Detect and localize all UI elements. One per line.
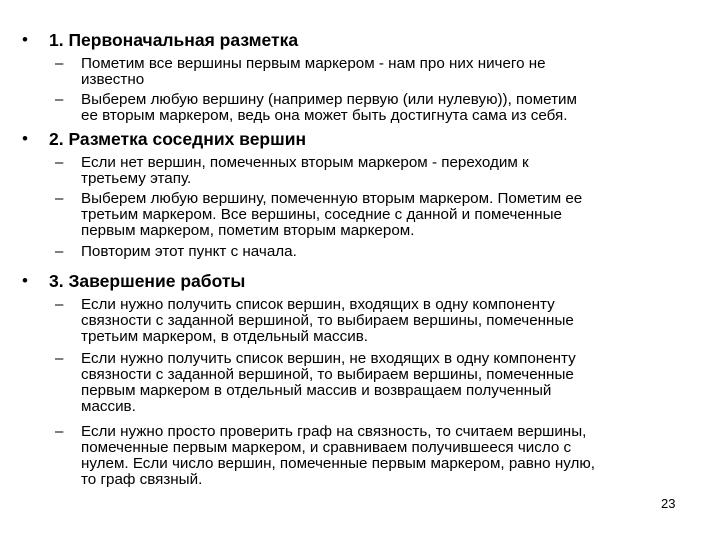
text-line: нулем. Если число вершин, помеченные первым маркером, равно нулю,: [81, 455, 595, 472]
list-item-text: [81, 351, 691, 415]
section-title: 2. Разметка соседних вершин: [49, 129, 307, 149]
dash-icon: –: [55, 423, 64, 440]
dash-icon: –: [55, 296, 64, 313]
text-line: известно: [81, 71, 145, 88]
text-line: помеченные первым маркером, и сравниваем получившееся число с: [81, 439, 572, 456]
text-line: то граф связный.: [81, 471, 203, 488]
text-line: Пометим все вершины первым маркером - нам про них ничего не: [81, 55, 546, 72]
text-line: Если нет вершин, помеченных вторым маркером - переходим к: [81, 154, 529, 171]
dash-icon: –: [55, 154, 64, 171]
list-item-text: [81, 244, 691, 260]
text-line: Выберем любую вершину, помеченную вторым маркером. Пометим ее: [81, 190, 583, 207]
dash-icon: –: [55, 91, 64, 108]
text-line: третьему этапу.: [81, 170, 192, 187]
dash-icon: –: [55, 243, 64, 260]
section-title: 3. Завершение работы: [49, 271, 246, 291]
text-line: Выберем любую вершину (например первую (или нулевую)), пометим: [81, 91, 577, 108]
text-line: Если нужно получить список вершин, входящих в одну компоненту: [81, 296, 555, 313]
list-item-text: [81, 297, 691, 345]
dash-icon: –: [55, 350, 64, 367]
text-line: Если нужно просто проверить граф на связность, то считаем вершины,: [81, 423, 587, 440]
bullet-icon: •: [22, 30, 28, 49]
bullet-icon: •: [22, 271, 28, 290]
text-line: Повторим этот пункт с начала.: [81, 243, 297, 260]
text-line: связности с заданной вершиной, то выбираем вершины, помеченные: [81, 312, 574, 329]
section-title: 1. Первоначальная разметка: [49, 30, 299, 50]
list-item-text: [81, 92, 691, 124]
list-item-text: [81, 56, 691, 88]
list-item-text: [81, 191, 691, 239]
text-line: Если нужно получить список вершин, не входящих в одну компоненту: [81, 350, 576, 367]
text-line: массив.: [81, 398, 136, 415]
list-item-text: [81, 155, 691, 187]
list-item-text: [81, 424, 691, 488]
text-line: третьим маркером. Все вершины, соседние с данной и помеченные: [81, 206, 562, 223]
text-line: связности с заданной вершиной, то выбираем вершины, помеченные: [81, 366, 574, 383]
dash-icon: –: [55, 55, 64, 72]
text-line: первым маркером в отдельный массив и возвращаем полученный: [81, 382, 552, 399]
text-line: первым маркером, пометим вторым маркером.: [81, 222, 415, 239]
text-line: третьим маркером, в отдельный массив.: [81, 328, 369, 345]
dash-icon: –: [55, 190, 64, 207]
bullet-icon: •: [22, 129, 28, 148]
page-number: 23: [661, 496, 676, 511]
text-line: ее вторым маркером, ведь она может быть достигнута сама из себя.: [81, 107, 568, 124]
